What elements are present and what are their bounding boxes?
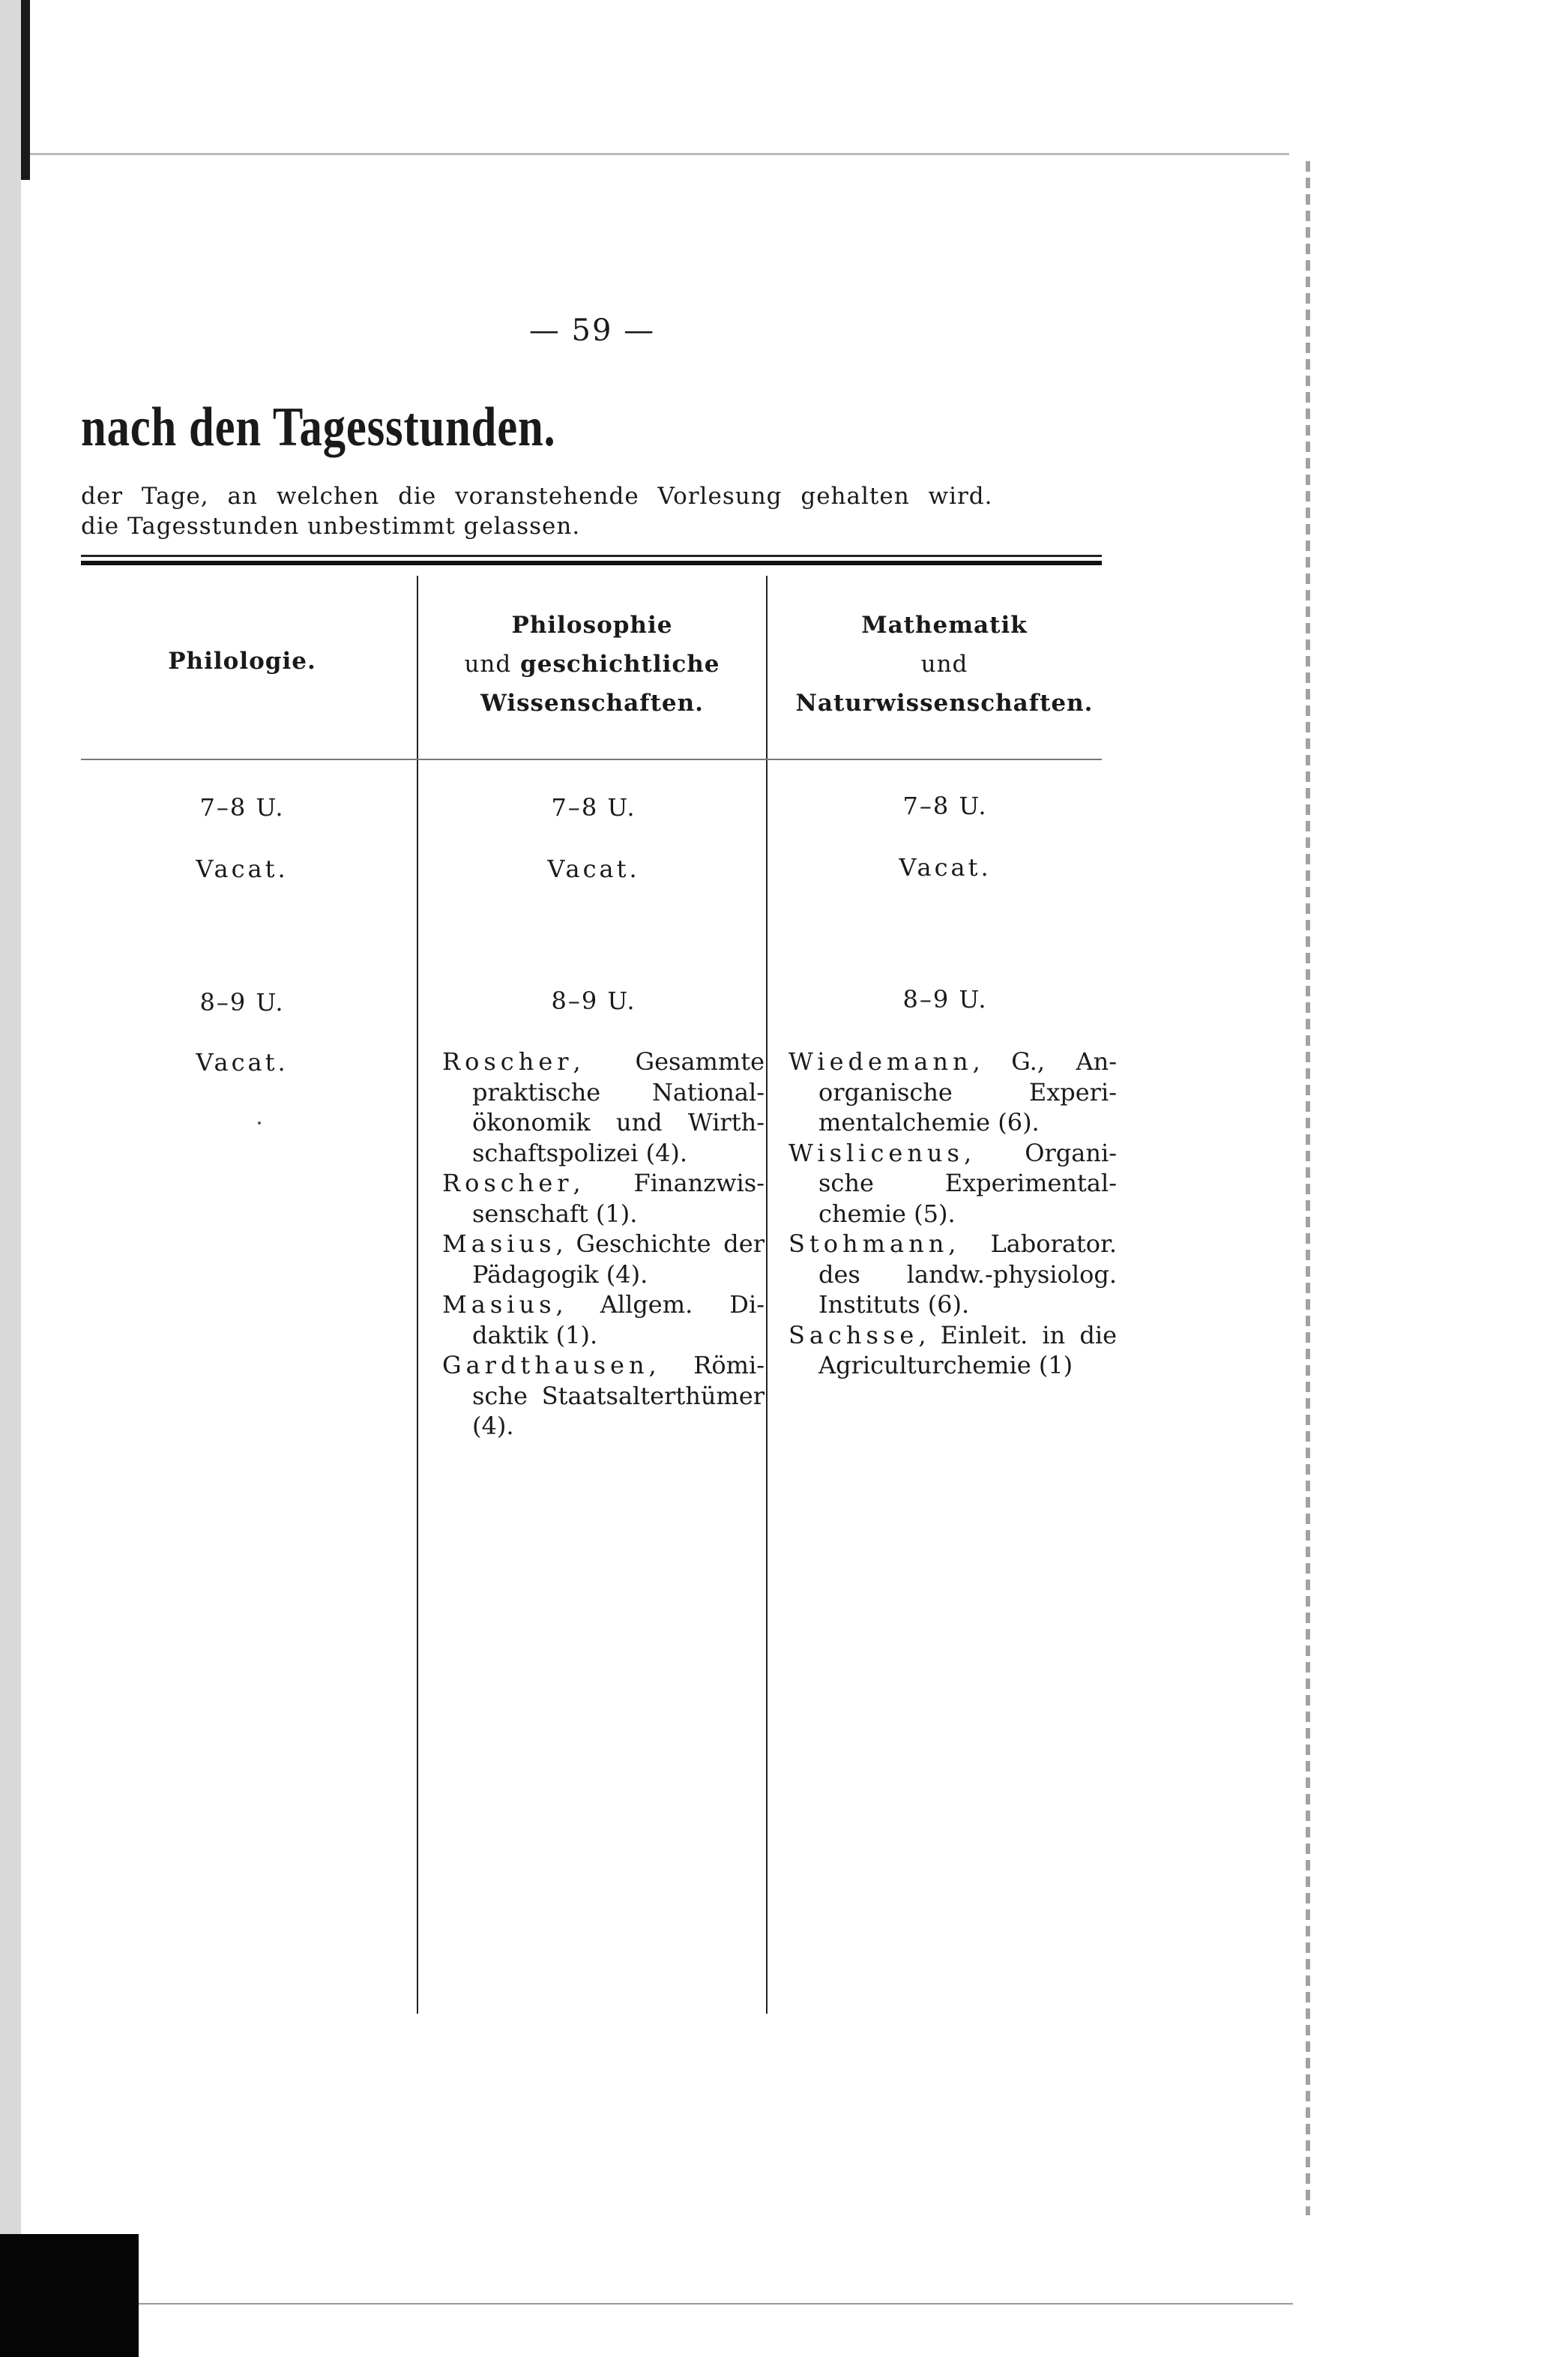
time-slot-label: 8–9 U. bbox=[902, 985, 988, 1014]
lecture-entry bbox=[788, 1229, 1117, 1320]
time-slot-label: 7–8 U. bbox=[902, 792, 988, 820]
column-header-philosophie bbox=[427, 606, 757, 723]
lecture-entry bbox=[442, 1168, 765, 1229]
vacat-cell: Vacat. bbox=[547, 855, 640, 883]
lecturer-name: Stohmann bbox=[788, 1229, 949, 1258]
column-header-line: und bbox=[920, 651, 968, 678]
subtitle-line: der Tage, an welchen die voranstehende Vorlesung gehalten wird. bbox=[81, 483, 993, 510]
lecture-text: , Geschichte der Pädagogik (4). bbox=[472, 1229, 765, 1289]
lecturer-name: Gardthausen bbox=[442, 1351, 649, 1379]
column-divider bbox=[766, 576, 768, 2014]
lecture-text: , G., Anorganische Experimentalchemie (6). bbox=[818, 1047, 1117, 1137]
scan-left-margin bbox=[0, 0, 21, 2357]
lecture-entry bbox=[788, 1138, 1117, 1229]
lecture-text: , Finanzwissenschaft (1). bbox=[472, 1169, 765, 1228]
column-header-mathematik bbox=[772, 606, 1117, 723]
time-slot-label: 8–9 U. bbox=[551, 987, 636, 1015]
subtitle-line: die Tagesstunden unbestimmt gelassen. bbox=[81, 513, 581, 540]
lecturer-name: Masius bbox=[442, 1229, 556, 1258]
lecture-list-mathematik bbox=[788, 1047, 1117, 1381]
lecture-text: , Gesammte praktische Nationalökonomik und Wirthschaftspolizei (4). bbox=[472, 1047, 765, 1167]
lecture-text: , Einleit. in die Agriculturchemie (1) bbox=[818, 1320, 1117, 1379]
lecture-text: , Römische Staatsalterthümer (4). bbox=[472, 1351, 765, 1440]
lecture-entry bbox=[788, 1047, 1117, 1138]
time-slot-label: 8–9 U. bbox=[199, 988, 285, 1017]
lecture-text: , Organische Experimentalchemie (5). bbox=[818, 1138, 1117, 1228]
header-bottom-rule bbox=[81, 759, 1102, 760]
scan-shadow-bottom-left bbox=[0, 2234, 139, 2357]
time-slot-label: 7–8 U. bbox=[199, 793, 285, 822]
lecturer-name: Wiedemann bbox=[788, 1047, 973, 1076]
lecture-text: , Laborator. des landw.-physiolog. Instituts (6). bbox=[818, 1229, 1117, 1319]
column-header-word: und bbox=[464, 651, 512, 678]
page-right-edge bbox=[1306, 161, 1310, 2215]
column-divider bbox=[417, 576, 418, 2014]
column-header-philologie bbox=[81, 642, 403, 681]
table-top-rule-thick bbox=[81, 561, 1102, 565]
column-header-line: Wissenschaften. bbox=[480, 690, 704, 717]
lecture-entry bbox=[442, 1289, 765, 1350]
page-number: — 59 — bbox=[528, 313, 656, 348]
lecturer-name: Sachsse bbox=[788, 1320, 919, 1349]
lecturer-name: Wislicenus bbox=[788, 1138, 964, 1167]
column-header-line: Naturwissenschaften. bbox=[795, 690, 1094, 717]
lecturer-name: Masius bbox=[442, 1290, 556, 1319]
lecture-text: , Allgem. Didaktik (1). bbox=[472, 1290, 765, 1349]
lecture-list-philosophie bbox=[442, 1047, 765, 1442]
lecture-entry bbox=[442, 1047, 765, 1168]
page-bottom-edge bbox=[139, 2303, 1293, 2305]
page-top-edge bbox=[30, 153, 1289, 155]
lecture-entry bbox=[442, 1350, 765, 1442]
print-speck bbox=[258, 1122, 261, 1125]
page-title: nach den Tagesstunden. bbox=[81, 397, 556, 458]
lecturer-name: Roscher bbox=[442, 1169, 573, 1197]
vacat-cell: Vacat. bbox=[899, 853, 992, 882]
time-slot-label: 7–8 U. bbox=[551, 793, 636, 822]
lecturer-name: Roscher bbox=[442, 1047, 573, 1076]
column-header-line bbox=[427, 645, 757, 684]
column-header-line: Mathematik bbox=[861, 612, 1028, 639]
column-header-line: Philosophie bbox=[511, 612, 673, 639]
lecture-entry bbox=[442, 1229, 765, 1289]
vacat-cell: Vacat. bbox=[196, 1048, 289, 1077]
column-header-line: Philologie. bbox=[168, 648, 316, 675]
vacat-cell: Vacat. bbox=[196, 855, 289, 883]
column-header-word: geschichtliche bbox=[520, 651, 720, 678]
table-top-rule bbox=[81, 555, 1102, 557]
lecture-entry bbox=[788, 1320, 1117, 1381]
